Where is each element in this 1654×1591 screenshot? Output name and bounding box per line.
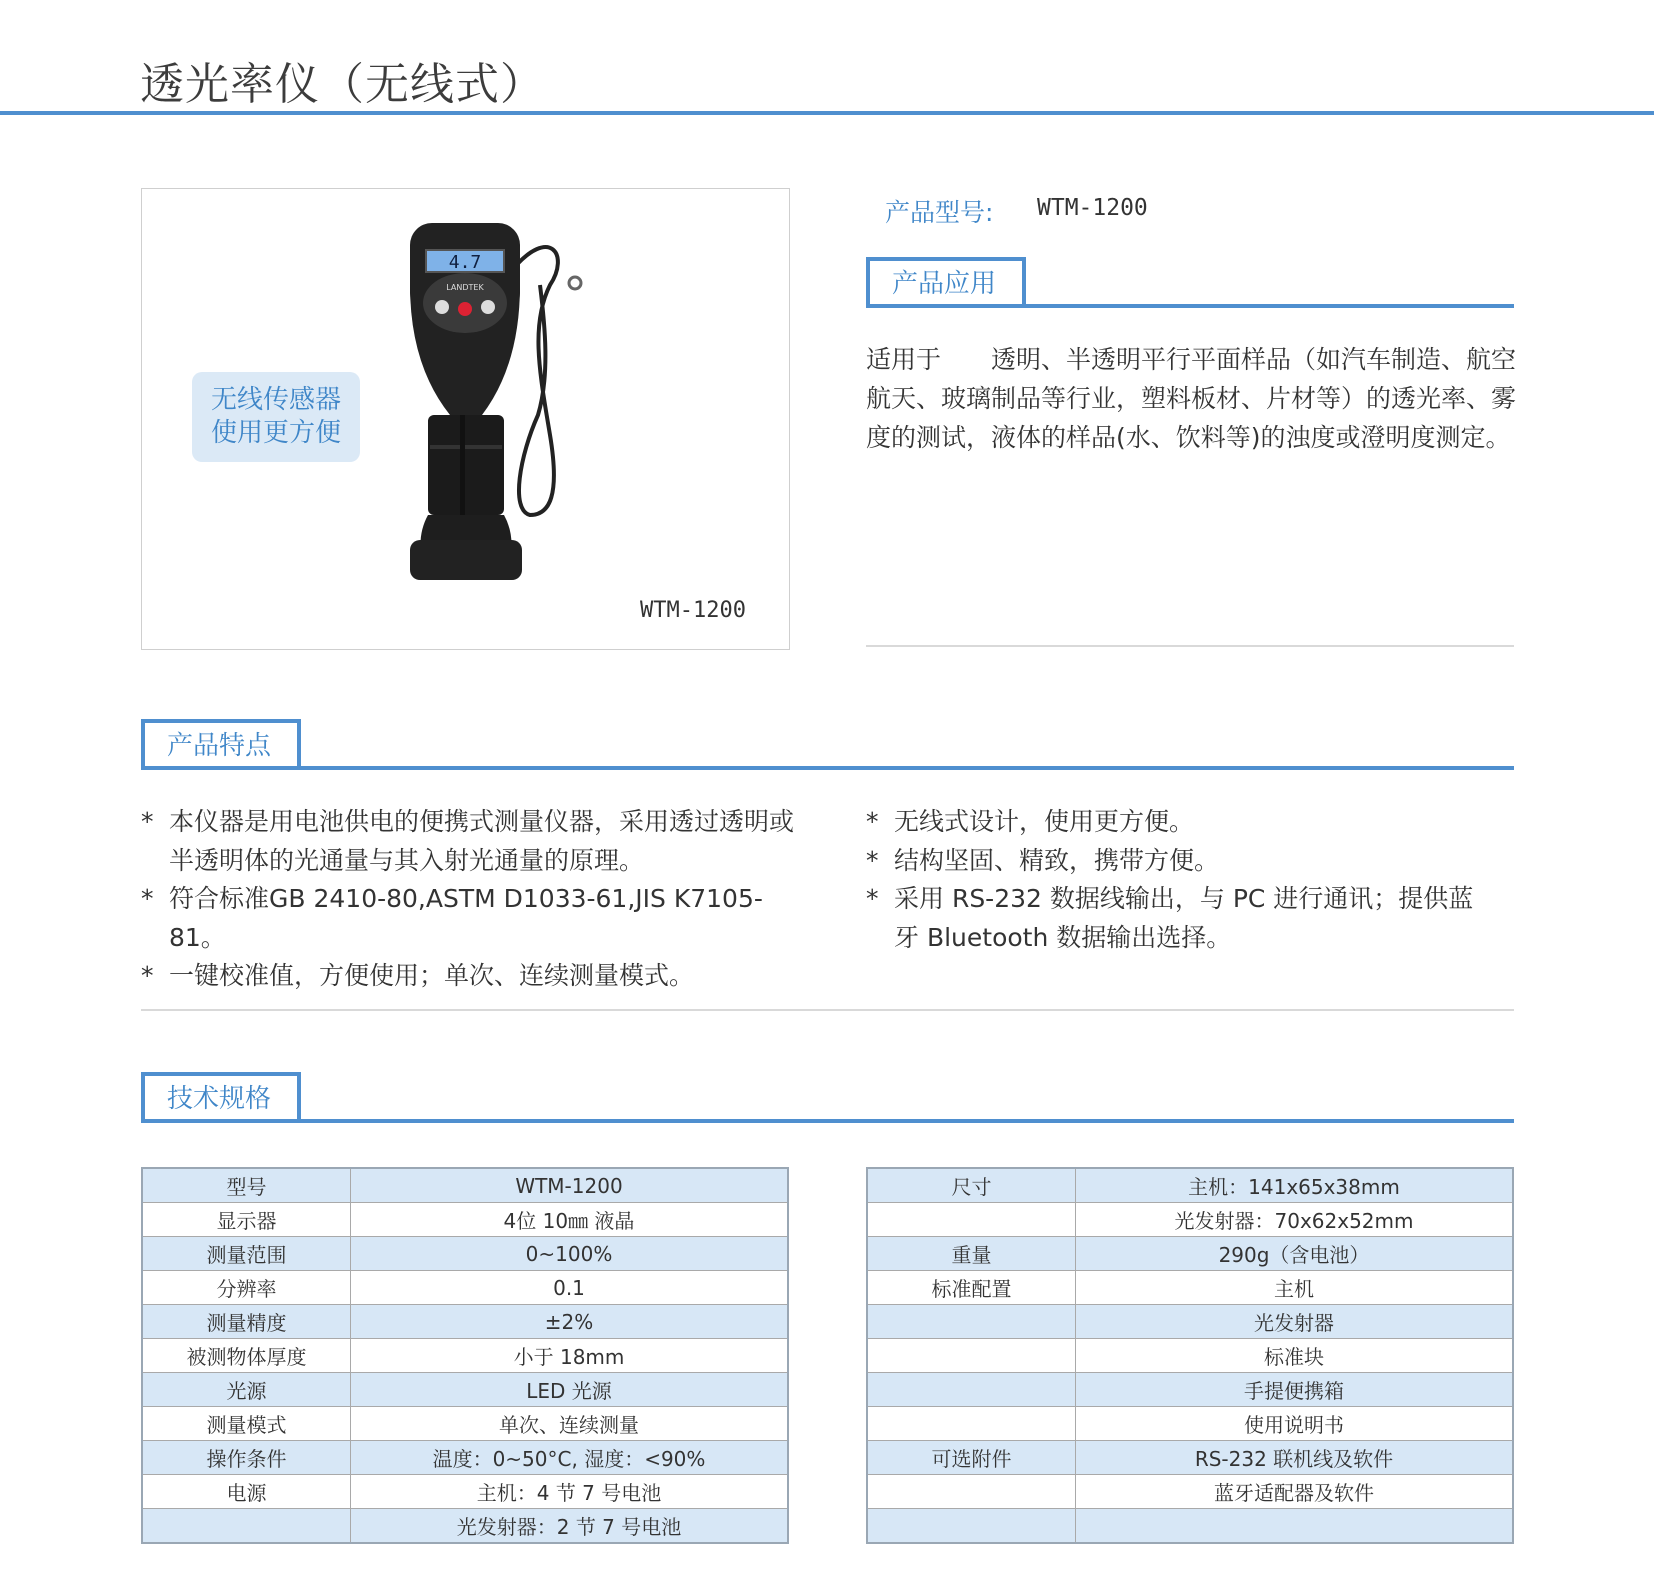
- table-row: 测量范围 0~100%: [142, 1237, 788, 1271]
- table-row: 测量模式 单次、连续测量: [142, 1407, 788, 1441]
- table-row: 光发射器：70x62x52mm: [867, 1203, 1513, 1237]
- table-row: 尺寸 主机：141x65x38mm: [867, 1168, 1513, 1203]
- table-row: 被测物体厚度 小于 18mm: [142, 1339, 788, 1373]
- table-row: 分辨率 0.1: [142, 1271, 788, 1305]
- table-row: 光发射器: [867, 1305, 1513, 1339]
- table-row: 使用说明书: [867, 1407, 1513, 1441]
- application-text: 适用于 透明、半透明平行平面样品（如汽车制造、航空航天、玻璃制品等行业，塑料板材、片材等）的透光率、雾度的测试，液体的样品(水、饮料等)的浊度或澄明度测定。: [866, 345, 1517, 452]
- feature-item: * 无线式设计，使用更方便。: [866, 807, 1195, 836]
- features-heading-line: [141, 766, 1514, 770]
- table-row: 手提便携箱: [867, 1373, 1513, 1407]
- feature-item: * 采用 RS-232 数据线输出，与 PC 进行通讯；提供蓝牙 Bluetooth 数据输出选择。: [866, 884, 1474, 952]
- table-row: 光发射器：2 节 7 号电池: [142, 1509, 788, 1544]
- table-row: 显示器 4位 10㎜ 液晶: [142, 1203, 788, 1237]
- device-display-text: 4.7: [448, 252, 482, 273]
- feature-item: * 本仪器是用电池供电的便携式测量仪器，采用透过透明或半透明体的光通量与其入射光通量的原理。: [141, 807, 795, 875]
- wireless-callout: [192, 372, 360, 462]
- feature-item: * 一键校准值，方便使用；单次、连续测量模式。: [141, 961, 695, 990]
- application-heading-line: [866, 304, 1514, 308]
- device-brand-text: LANDTEK: [446, 283, 484, 292]
- table-row: 光源 LED 光源: [142, 1373, 788, 1407]
- table-row: 测量精度 ±2%: [142, 1305, 788, 1339]
- specs-heading: [141, 1072, 301, 1122]
- device-image: [400, 215, 600, 615]
- model-label: 产品型号:: [885, 198, 994, 227]
- application-heading: [866, 257, 1026, 307]
- table-row: 电源 主机：4 节 7 号电池: [142, 1475, 788, 1509]
- table-row: 操作条件 温度：0~50°C, 湿度：<90%: [142, 1441, 788, 1475]
- features-bottom-rule: [141, 1009, 1514, 1011]
- features-heading: [141, 719, 301, 769]
- table-row: [867, 1509, 1513, 1544]
- model-value: WTM-1200: [1037, 195, 1148, 221]
- table-row: 型号 WTM-1200: [142, 1168, 788, 1203]
- feature-item: * 符合标准GB 2410-80,ASTM D1033-61,JIS K7105-81。: [141, 884, 763, 952]
- table-row: 重量 290g（含电池）: [867, 1237, 1513, 1271]
- page-title: 透光率仪（无线式）: [140, 59, 545, 110]
- table-row: 可选附件 RS-232 联机线及软件: [867, 1441, 1513, 1475]
- specs-heading-text: 技术规格: [167, 1084, 272, 1114]
- specs-table-left: [141, 1167, 789, 1544]
- callout-line-1: 无线传感器: [210, 385, 341, 415]
- application-heading-text: 产品应用: [892, 269, 997, 299]
- callout-line-2: 使用更方便: [210, 418, 341, 448]
- specs-heading-line: [141, 1119, 1514, 1123]
- features-heading-text: 产品特点: [167, 731, 272, 761]
- header-divider: [0, 111, 1654, 115]
- table-row: 蓝牙适配器及软件: [867, 1475, 1513, 1509]
- specs-table-right: [866, 1167, 1514, 1544]
- application-bottom-rule: [866, 645, 1514, 647]
- photo-caption: WTM-1200: [640, 598, 746, 623]
- table-row: 标准块: [867, 1339, 1513, 1373]
- features-left-list: [141, 803, 801, 996]
- table-row: 标准配置 主机: [867, 1271, 1513, 1305]
- features-right-list: [866, 803, 1486, 957]
- feature-item: * 结构坚固、精致，携带方便。: [866, 845, 1220, 875]
